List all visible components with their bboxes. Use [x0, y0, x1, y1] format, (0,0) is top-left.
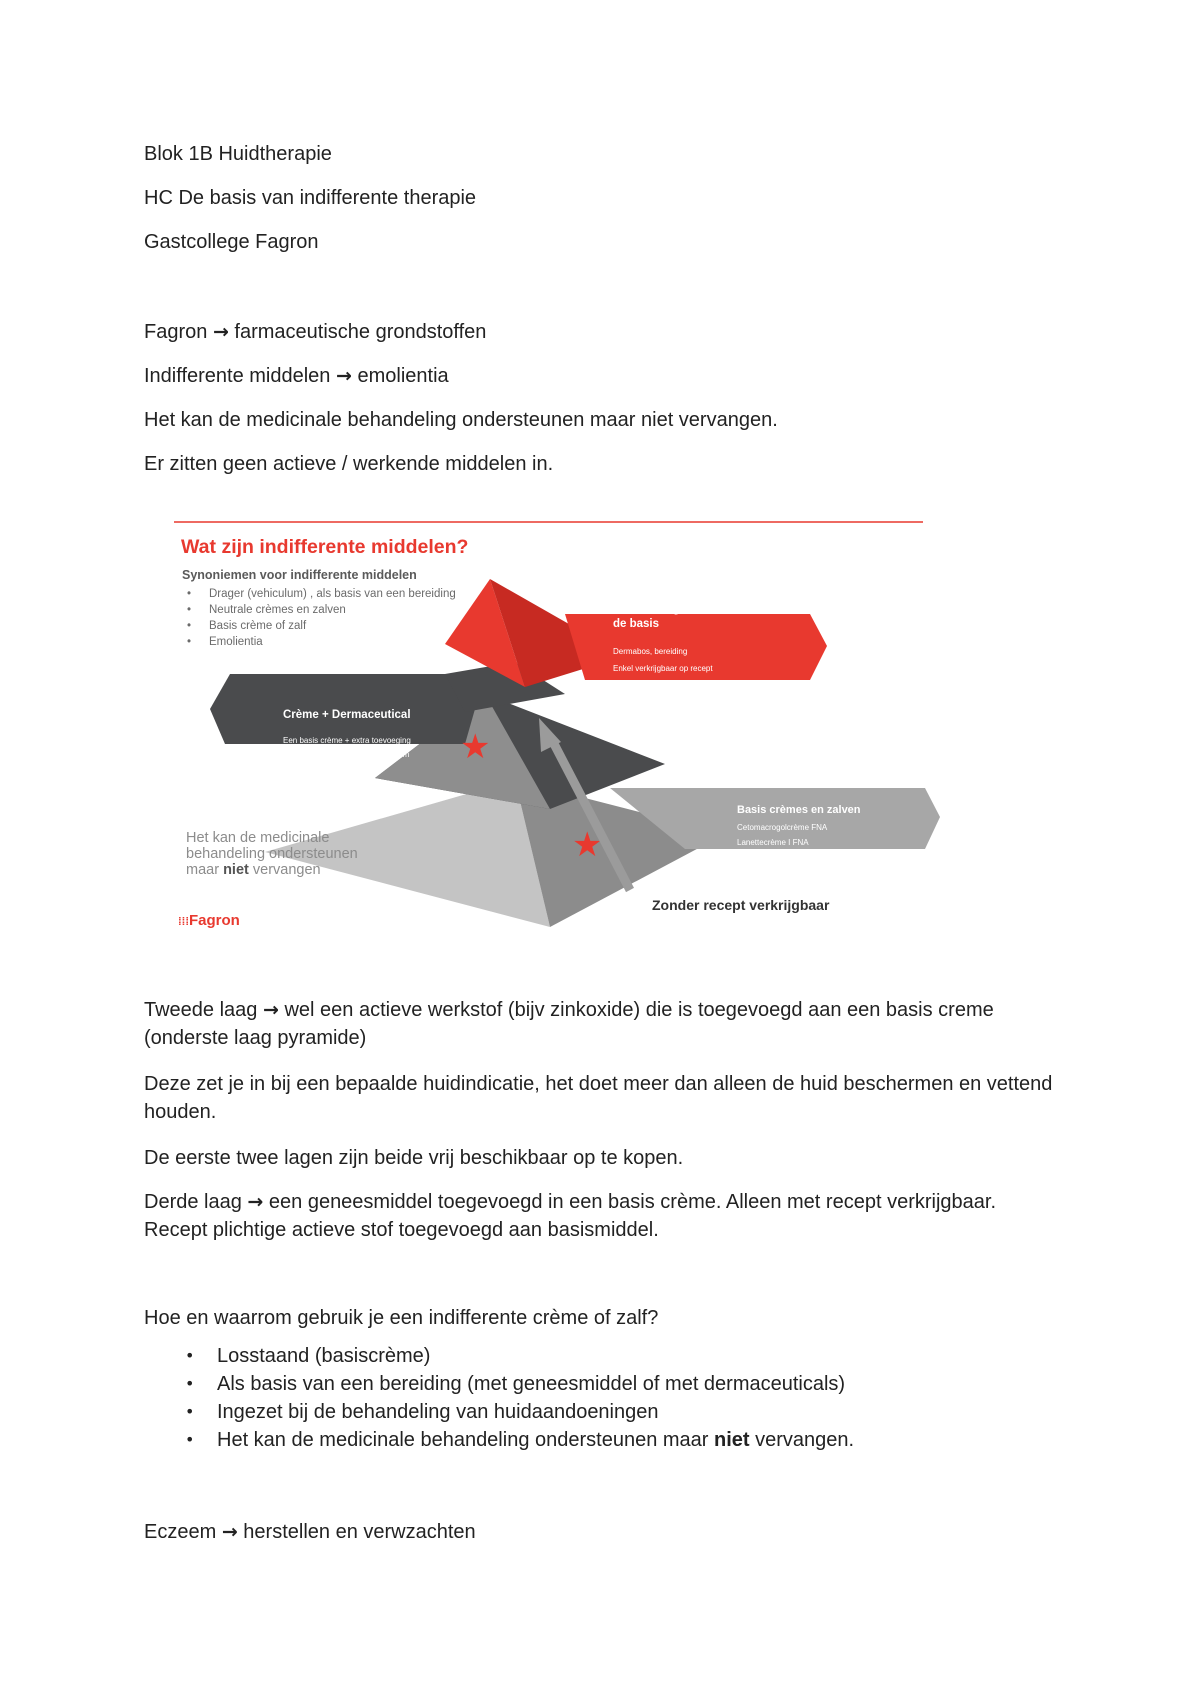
tweede-desc: wel een actieve werkstof (bijv zinkoxide) die is toegevoegd aan een basis creme (onderste laag pyramide)	[144, 999, 994, 1049]
deze-para: Deze zet je in bij een bepaalde huidindicatie, het doet meer dan alleen de huid beschermen en vettend houden.	[144, 1073, 1053, 1123]
bottom-layer-sub: Lanettecrème I FNA	[737, 838, 809, 847]
synonym-item: • Neutrale crèmes en zalven	[187, 604, 346, 616]
synonym-item: • Drager (vehiculum) , als basis van een bereiding	[187, 588, 456, 600]
bullet-icon: •	[185, 1346, 195, 1365]
bullet-icon: •	[185, 1374, 195, 1393]
indifferente-line	[144, 362, 449, 390]
fagron-logo-mark: ⁞⁞⁞	[178, 916, 189, 928]
synonyms-list	[181, 586, 456, 650]
indiff-label: Indifferente middelen	[144, 365, 331, 387]
figure-left-note: Het kan de medicinale behandeling ondersteunen maar niet vervangen	[186, 830, 358, 878]
question-para: Hoe en waarrom gebruik je een indifferente crème of zalf?	[144, 1307, 659, 1329]
zonder-recept-label: Zonder recept verkrijgbaar	[652, 897, 830, 913]
synonym-item: • Emolientia	[187, 636, 263, 648]
indiff-desc: emolientia	[357, 365, 449, 387]
synonyms-heading: Synoniemen voor indifferente middelen	[182, 568, 417, 582]
synonym-item: • Basis crème of zalf	[187, 620, 307, 632]
geen-actieve-line: Er zitten geen actieve / werkende middelen in.	[144, 453, 554, 475]
arrow-right-icon: →	[262, 999, 279, 1021]
derde-desc: een geneesmiddel toegevoegd in een basis crème. Alleen met recept verkrijgbaar. Recept plichtige actieve stof toegevoegd aan basismiddel.	[144, 1191, 996, 1241]
pyramid-figure	[165, 512, 940, 942]
top-layer-sub: Enkel verkrijgbaar op recept	[613, 664, 713, 673]
fagron-desc: farmaceutische grondstoffen	[234, 321, 487, 343]
figure-title: Wat zijn indifferente middelen?	[181, 536, 469, 558]
eczeem-desc: herstellen en verwzachten	[243, 1521, 476, 1543]
bullet-icon: •	[185, 1402, 195, 1421]
tweede-laag-para	[144, 996, 1064, 1052]
lecture-title: HC De basis van indifferente therapie	[144, 187, 477, 209]
bottom-layer-sub: Cetomacrogolcrème FNA	[737, 823, 828, 832]
reasons-list	[144, 1342, 854, 1454]
eerste-para: De eerste twee lagen zijn beide vrij beschikbaar op te kopen.	[144, 1147, 684, 1169]
course-title: Blok 1B Huidtherapie	[144, 143, 332, 165]
arrow-right-icon: →	[221, 1521, 238, 1543]
top-layer-sub: Dermabos, bereiding	[613, 647, 688, 656]
list-item: • Het kan de medicinale behandeling ondersteunen maar niet vervangen.	[144, 1426, 854, 1454]
guest-lecture: Gastcollege Fagron	[144, 231, 319, 253]
middle-layer-sub: Een basis crème + extra toevoeging (dermaceutical) bijvoorbeeld: Unum	[283, 736, 411, 759]
middle-layer-heading: Crème + Dermaceutical	[283, 709, 411, 721]
arrow-right-icon: →	[212, 321, 229, 343]
tweede-label: Tweede laag	[144, 999, 258, 1021]
arrow-right-icon: →	[247, 1191, 264, 1213]
top-layer-heading: Werkzame geneesmiddelen in de basis	[613, 603, 777, 630]
list-item: • Als basis van een bereiding (met geneesmiddel of met dermaceuticals)	[144, 1370, 854, 1398]
derde-laag-para	[144, 1188, 1064, 1244]
fagron-line	[144, 318, 486, 346]
behandeling-line: Het kan de medicinale behandeling ondersteunen maar niet vervangen.	[144, 409, 778, 431]
bottom-layer-heading: Basis crèmes en zalven	[737, 804, 861, 816]
list-item: • Ingezet bij de behandeling van huidaandoeningen	[144, 1398, 854, 1426]
star-icon: ★	[572, 825, 603, 865]
derde-label: Derde laag	[144, 1191, 242, 1213]
star-icon: ★	[460, 727, 491, 767]
bullet-icon: •	[185, 1430, 195, 1449]
list-item: • Losstaand (basiscrème)	[144, 1342, 854, 1370]
fagron-label: Fagron	[144, 321, 208, 343]
arrow-right-icon: →	[336, 365, 352, 387]
eczeem-line	[144, 1518, 476, 1546]
eczeem-label: Eczeem	[144, 1521, 217, 1543]
fagron-logo: ⁞⁞⁞Fagron	[178, 912, 240, 929]
